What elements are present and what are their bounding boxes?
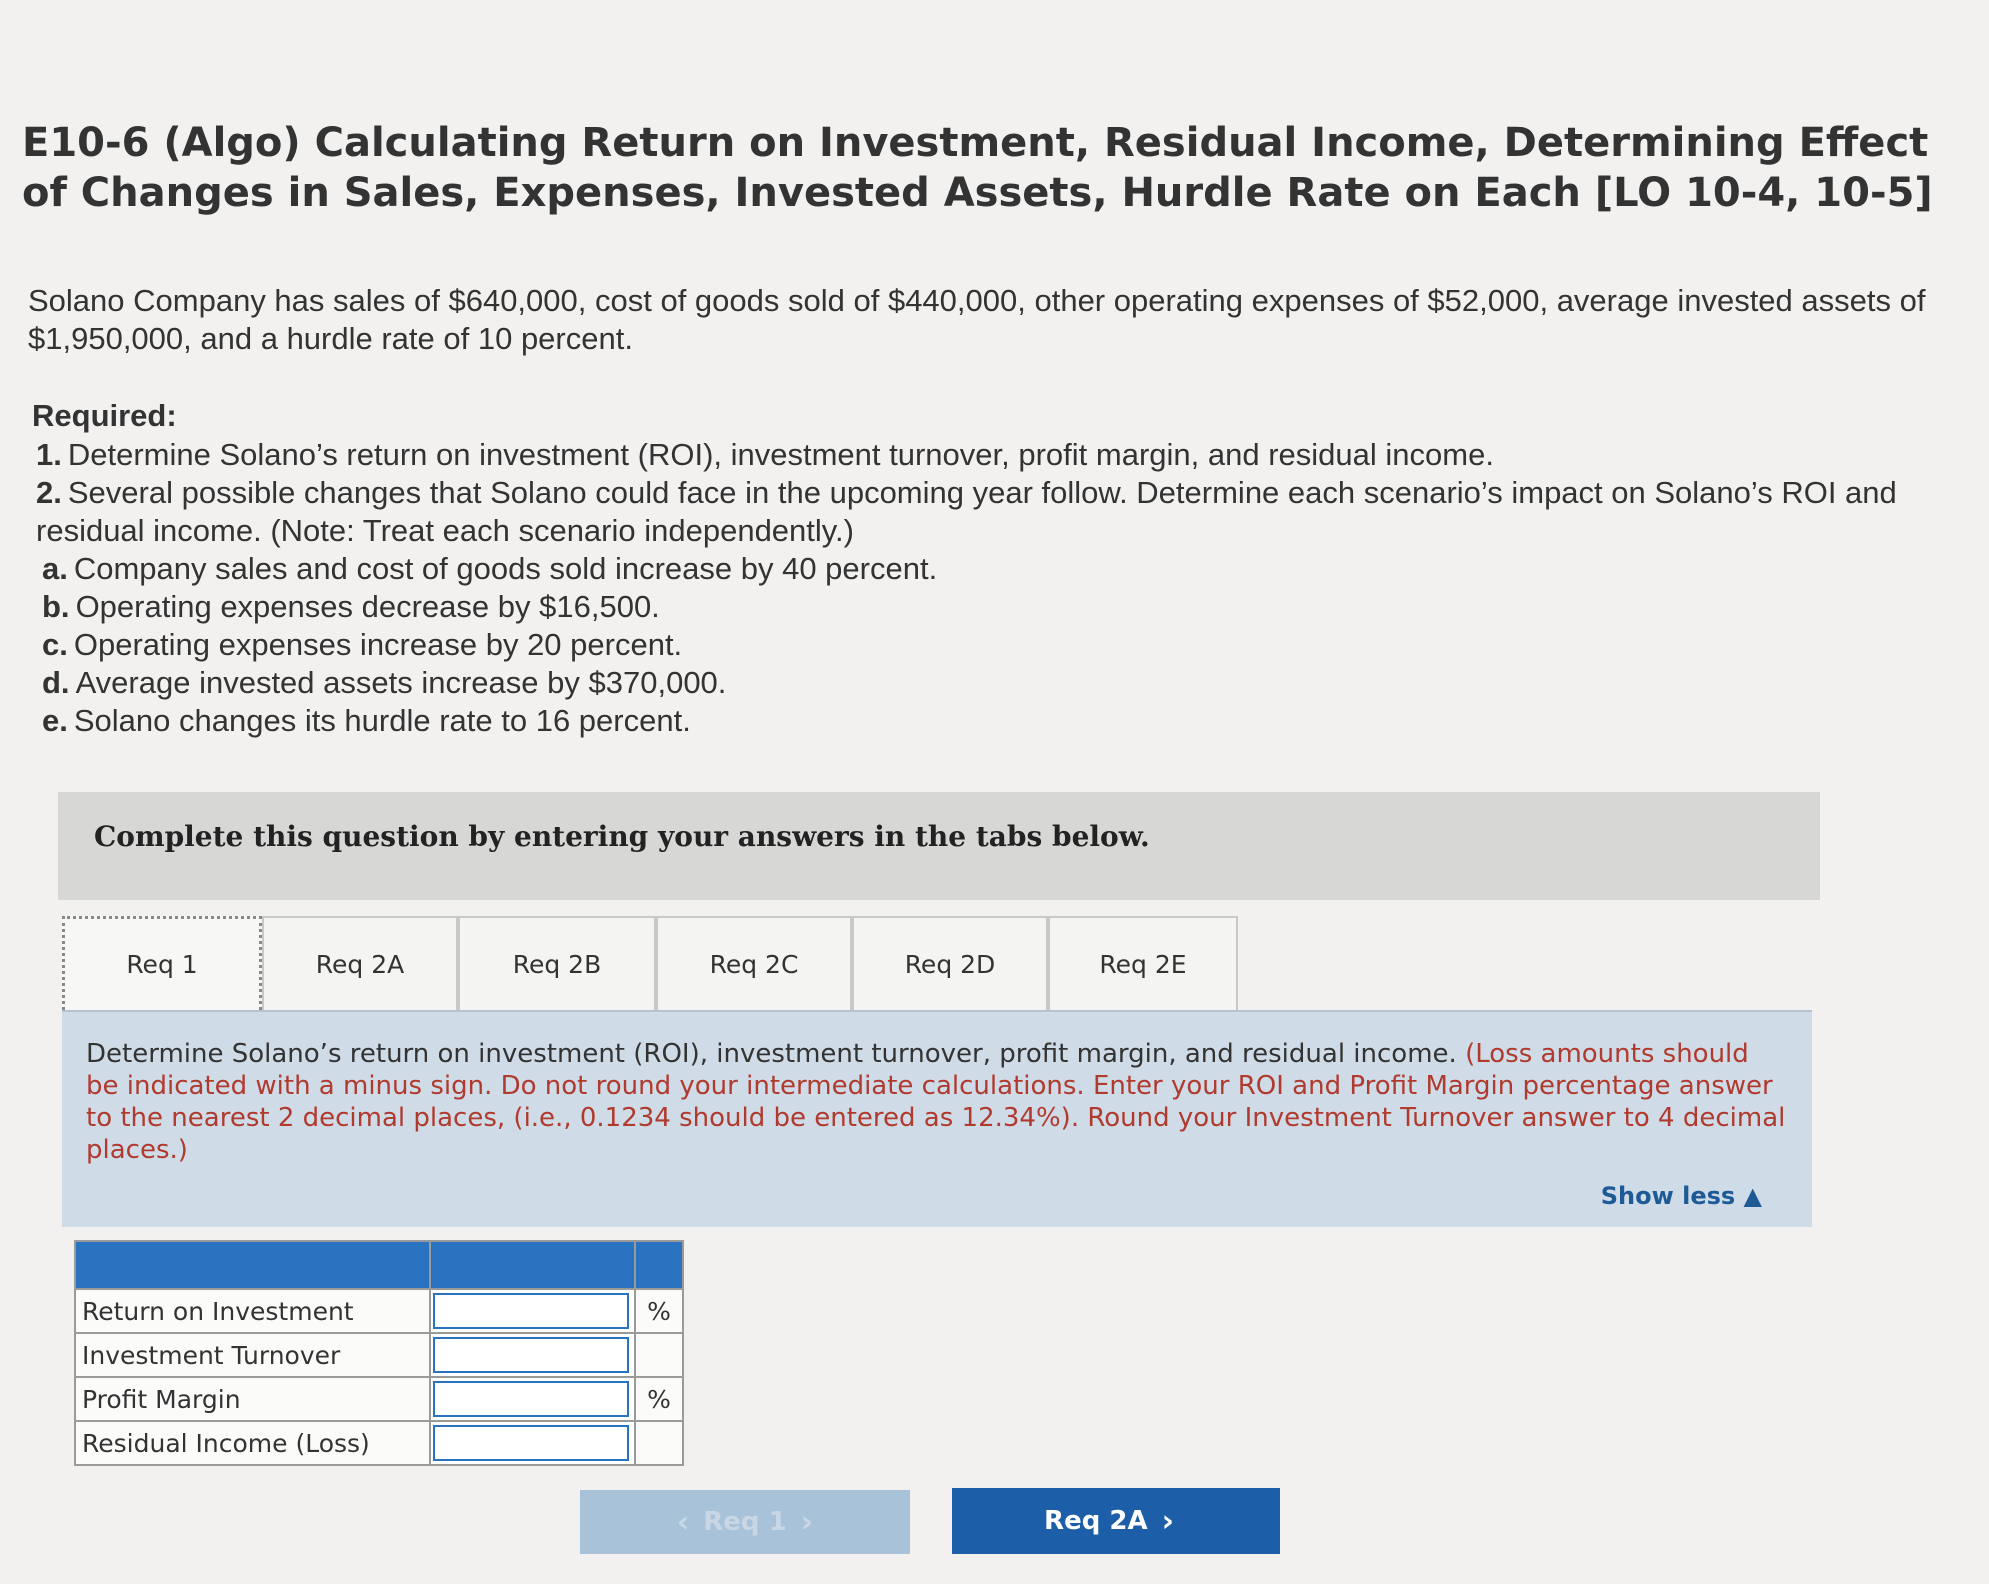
scenario-letter: d.	[42, 665, 70, 700]
scenario-text: Solano changes its hurdle rate to 16 percent.	[73, 703, 691, 738]
scenario-text: Operating expenses increase by 20 percent.	[73, 627, 683, 662]
chevron-left-icon: ‹	[676, 1504, 690, 1540]
instruction-note: (Loss amounts should be indicated with a minus sign. Do not round your intermediate calculations. Enter your ROI and Profit Margin percentage answer to the nearest 2 decimal places, (i.e., 0.1234 should be entered as 12.34%). Round your Investment Turnover answer to 4 decimal places.)	[86, 1039, 1786, 1165]
answer-table	[74, 1240, 684, 1466]
tab-req-2e[interactable]: Req 2E	[1048, 916, 1238, 1010]
scenario-letter: a.	[42, 551, 68, 586]
table-header-cell	[430, 1241, 635, 1289]
roi-input[interactable]	[433, 1293, 629, 1329]
instruction-panel	[62, 1010, 1812, 1227]
investment-turnover-input[interactable]	[433, 1337, 629, 1373]
profit-margin-input[interactable]	[433, 1381, 629, 1417]
requirement-text: Determine Solano’s return on investment (ROI), investment turnover, profit margin, and residual income.	[67, 437, 1494, 472]
scenario-letter: c.	[42, 627, 68, 662]
scenario-item	[36, 626, 1966, 664]
scenario-item	[36, 664, 1966, 702]
tab-req-2b[interactable]: Req 2B	[458, 916, 656, 1010]
residual-income-input[interactable]	[433, 1425, 629, 1461]
instruction-main: Determine Solano’s return on investment (ROI), investment turnover, profit margin, and residual income.	[86, 1039, 1457, 1069]
complete-prompt-box	[58, 792, 1820, 900]
tab-req-1[interactable]: Req 1	[62, 916, 262, 1010]
requirements-list	[36, 436, 1966, 740]
requirement-number: 2.	[36, 475, 62, 510]
table-header-cell	[75, 1241, 430, 1289]
table-header-cell	[635, 1241, 683, 1289]
question-title: E10-6 (Algo) Calculating Return on Investment, Residual Income, Determining Effect of Changes in Sales, Expenses, Invested Assets, Hurdle Rate on Each [LO 10-4, 10-5]	[22, 120, 1933, 216]
scenario-letter: b.	[42, 589, 70, 624]
row-label: Residual Income (Loss)	[75, 1421, 430, 1465]
row-unit	[635, 1421, 683, 1465]
complete-prompt: Complete this question by entering your answers in the tabs below.	[94, 820, 1150, 853]
instruction-text	[86, 1038, 1786, 1166]
prev-req-button[interactable]	[580, 1490, 910, 1554]
table-row	[75, 1421, 683, 1465]
row-unit: %	[635, 1289, 683, 1333]
row-unit	[635, 1333, 683, 1377]
table-header-row	[75, 1241, 683, 1289]
scenario-text: Average invested assets increase by $370,000.	[75, 665, 727, 700]
required-heading: Required:	[32, 398, 177, 433]
tab-req-2c[interactable]: Req 2C	[656, 916, 852, 1010]
row-label: Investment Turnover	[75, 1333, 430, 1377]
row-label: Profit Margin	[75, 1377, 430, 1421]
scenario-item	[36, 550, 1966, 588]
scenario-text: Operating expenses decrease by $16,500.	[75, 589, 660, 624]
requirement-item	[36, 436, 1966, 474]
chevron-right-icon: ›	[1161, 1503, 1174, 1539]
next-req-button[interactable]	[952, 1488, 1280, 1554]
requirement-number: 1.	[36, 437, 62, 472]
scenario-item	[36, 588, 1966, 626]
scenario-item	[36, 702, 1966, 740]
table-row	[75, 1377, 683, 1421]
requirement-tabs	[62, 916, 1238, 1012]
tab-req-2a[interactable]: Req 2A	[262, 916, 458, 1010]
requirement-text: Several possible changes that Solano could face in the upcoming year follow. Determine each scenario’s impact on Solano’s ROI and residual income. (Note: Treat each scenario independently.)	[36, 475, 1897, 548]
row-label: Return on Investment	[75, 1289, 430, 1333]
question-intro: Solano Company has sales of $640,000, cost of goods sold of $440,000, other operating expenses of $52,000, average invested assets of $1,950,000, and a hurdle rate of 10 percent.	[28, 283, 1926, 356]
row-unit: %	[635, 1377, 683, 1421]
scenario-text: Company sales and cost of goods sold increase by 40 percent.	[73, 551, 938, 586]
requirement-item	[36, 474, 1966, 550]
show-less-link[interactable]: Show less ▲	[1600, 1182, 1762, 1210]
scenario-letter: e.	[42, 703, 68, 738]
table-row	[75, 1333, 683, 1377]
table-row	[75, 1289, 683, 1333]
prev-req-label: Req 1	[703, 1507, 787, 1537]
next-req-label: Req 2A	[1044, 1506, 1148, 1536]
chevron-right-icon: ›	[800, 1504, 814, 1540]
tab-req-2d[interactable]: Req 2D	[852, 916, 1048, 1010]
